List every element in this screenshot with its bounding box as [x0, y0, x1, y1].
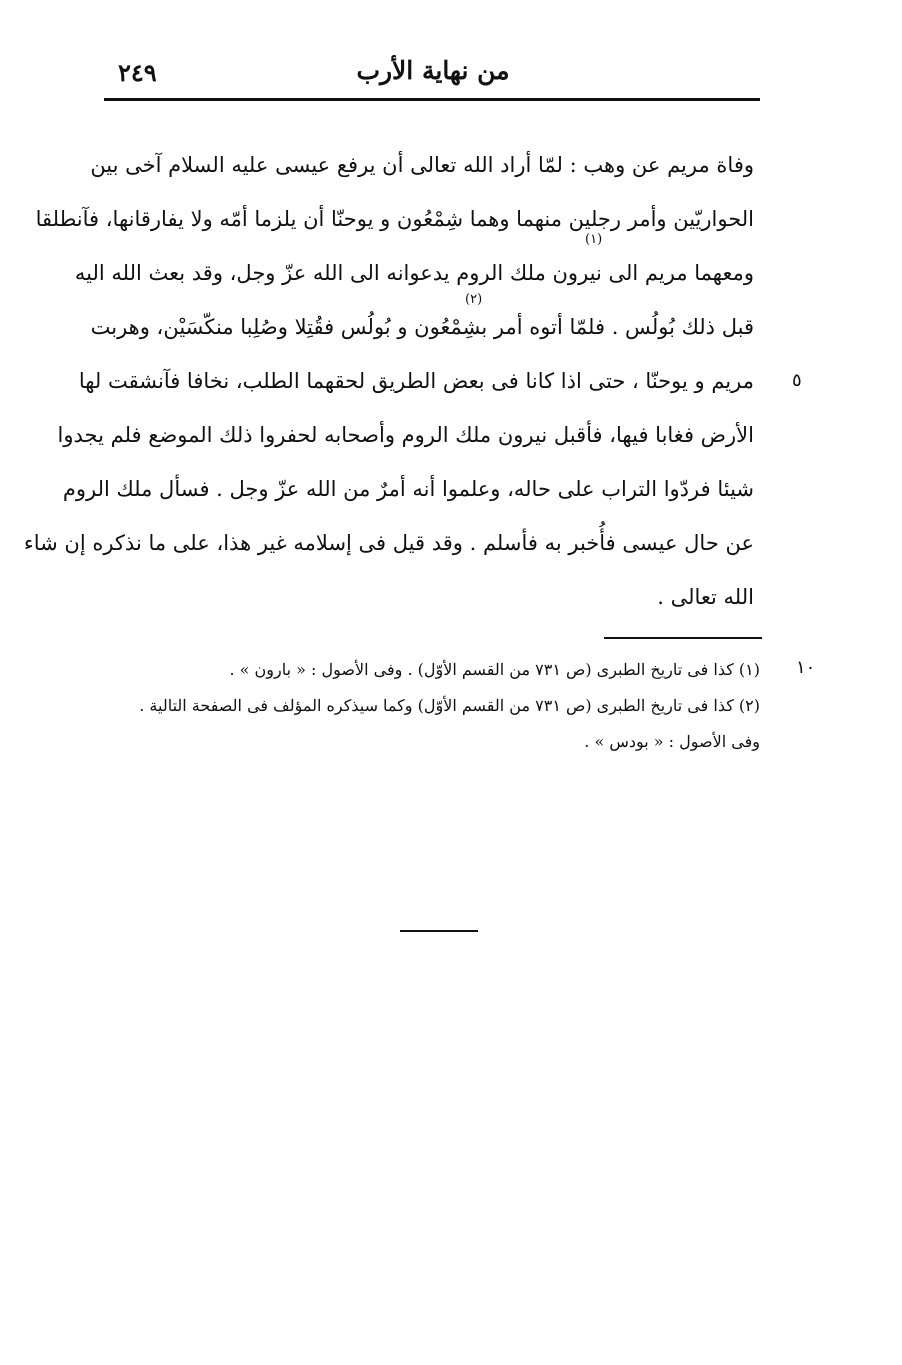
line-number-5: ٥: [792, 370, 802, 391]
page-number: ٢٤٩: [118, 58, 157, 87]
footnote-line: وفى الأصول : « بودس » .: [584, 732, 760, 751]
main-text: [23, 138, 754, 624]
footnotes: [140, 652, 760, 760]
page-header: [106, 50, 760, 98]
footnote-line: (١) كذا فى تاريخ الطبرى (ص ٧٣١ من القسم الأوّل) . وفى الأصول : « بارون » .: [229, 660, 760, 679]
footnote-marker-2: (٢): [465, 292, 483, 307]
text-line: الله تعالى .: [657, 585, 754, 609]
text-line: قبل ذلك بُولُس . فلمّا أتوه أمر بشِمْعُون و بُولُس فقُتِلا وصُلِبا منكّسَيْن، وهربت: [90, 315, 754, 339]
text-line: وفاة مريم عن وهب : لمّا أراد الله تعالى أن يرفع عيسى عليه السلام آخى بين: [90, 153, 754, 177]
running-title: من نهاية الأرب: [356, 56, 510, 85]
header-rule: [104, 98, 760, 101]
text-line: مريم و يوحنّا ، حتى اذا كانا فى بعض الطريق لحقهما الطلب، نخافا فآنشقت لها: [78, 369, 754, 393]
footnote-line: (٢) كذا فى تاريخ الطبرى (ص ٧٣١ من القسم الأوّل) وكما سيذكره المؤلف فى الصفحة التالية .: [139, 696, 760, 715]
text-line: ومعهما مريم الى نيرون ملك الروم يدعوانه الى الله عزّ وجل، وقد بعث الله اليه: [74, 261, 754, 285]
footnote-rule: [604, 637, 762, 639]
end-rule: [400, 930, 478, 932]
footnote-marker-1: (١): [585, 232, 603, 247]
text-line: الأرض فغابا فيها، فأقبل نيرون ملك الروم وأصحابه لحفروا ذلك الموضع فلم يجدوا: [57, 423, 754, 447]
text-line: الحواريّين وأمر رجلين منهما وهما شِمْعُون و يوحنّا أن يلزما أمّه ولا يفارقانها، فآنطلقا: [35, 207, 754, 231]
text-line: شيئا فردّوا التراب على حاله، وعلموا أنه أمرٌ من الله عزّ وجل . فسأل ملك الروم: [62, 477, 754, 501]
line-number-10: ١٠: [796, 657, 816, 678]
text-line: عن حال عيسى فأُخبر به فأسلم . وقد قيل فى إسلامه غير هذا، على ما نذكره إن شاء: [23, 531, 754, 555]
